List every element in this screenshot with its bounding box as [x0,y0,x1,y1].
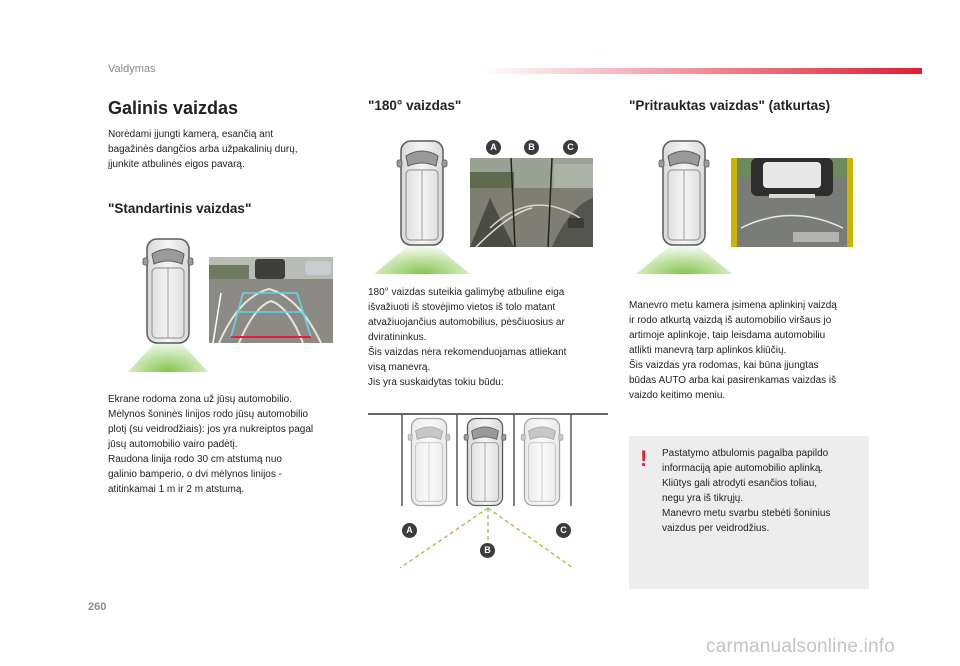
zoom-view-camera-image [731,158,853,247]
wide-view-camera-image [470,158,593,247]
zoom-view-title: "Pritrauktas vaizdas" (atkurtas) [629,98,831,113]
warning-note-text: Pastatymo atbulomis pagalba papildo informaciją apie automobilio aplinką. Kliūtys gali atrodyti esančios toliau, negu yra iš tikrųjų. Manevro metu svarbu stebėti šoninius vaizdus per veidrodžius. [662,448,831,534]
wide-view-description: 180° vaizdas suteikia galimybę atbuline eiga išvažiuoti iš stovėjimo vietos iš tolo matant atvažiuojančius automobilius, pėsčiuosius ar dviratininkus. Šis vaizdas nėra rekomenduojamas atliekant visą manevrą. Jis yra suskaidytas tokiu būdu: [368,287,567,388]
intro-text: Norėdami įjungti kamerą, esančią ant bagažinės dangčios arba užpakalinių durų, įjunkite atbulinės eigos pavarą. [108,129,298,170]
section-label: Valdymas [108,63,156,75]
standard-view-description: Ekrane rodoma zona už jūsų automobilio. Mėlynos šoninės linijos rodo jūsų automobilio plotį (su veidrodžiais): jos yra nukreiptos pagal jūsų automobilio vairo padėtį. Raudona linija rodo 30 cm atstumą nuo galinio bamperio, o dvi mėlynos linijos - atitinkamai 1 m ir 2 m atstumą. [108,394,314,495]
header-accent-rule [480,68,922,74]
page-number: 260 [88,601,107,613]
wide-view-title: "180° vaizdas" [368,98,462,113]
warning-icon: ! [640,446,648,471]
badge-b: B [524,140,539,155]
van-wide-camera-illustration [372,134,472,276]
standard-view-title: "Standartinis vaizdas" [108,201,252,216]
van-zoom-camera-illustration [634,134,734,276]
badge-a: A [486,140,501,155]
zone-badge-b: B [480,543,495,558]
watermark: carmanualsonline.info [706,636,896,657]
zoom-view-description: Manevro metu kamera įsimena aplinkinį vaizdą ir rodo atkurtą vaizdą iš automobilio viršaus jo artimoje aplinkoje, taip leisdama automobiliu atlikti manevrą tarp aplinkos kliūčių. Šis vaizdas yra rodomas, kai būna įjungtas būdas AUTO arba kai pasirenkamas vaizdas iš vaizdo keitimo meniu. [629,300,837,401]
zone-badge-a: A [402,523,417,538]
zone-badge-c: C [556,523,571,538]
standard-view-camera-image [209,257,333,343]
main-title: Galinis vaizdas [108,98,239,118]
van-camera-illustration [126,232,210,374]
badge-c: C [563,140,578,155]
